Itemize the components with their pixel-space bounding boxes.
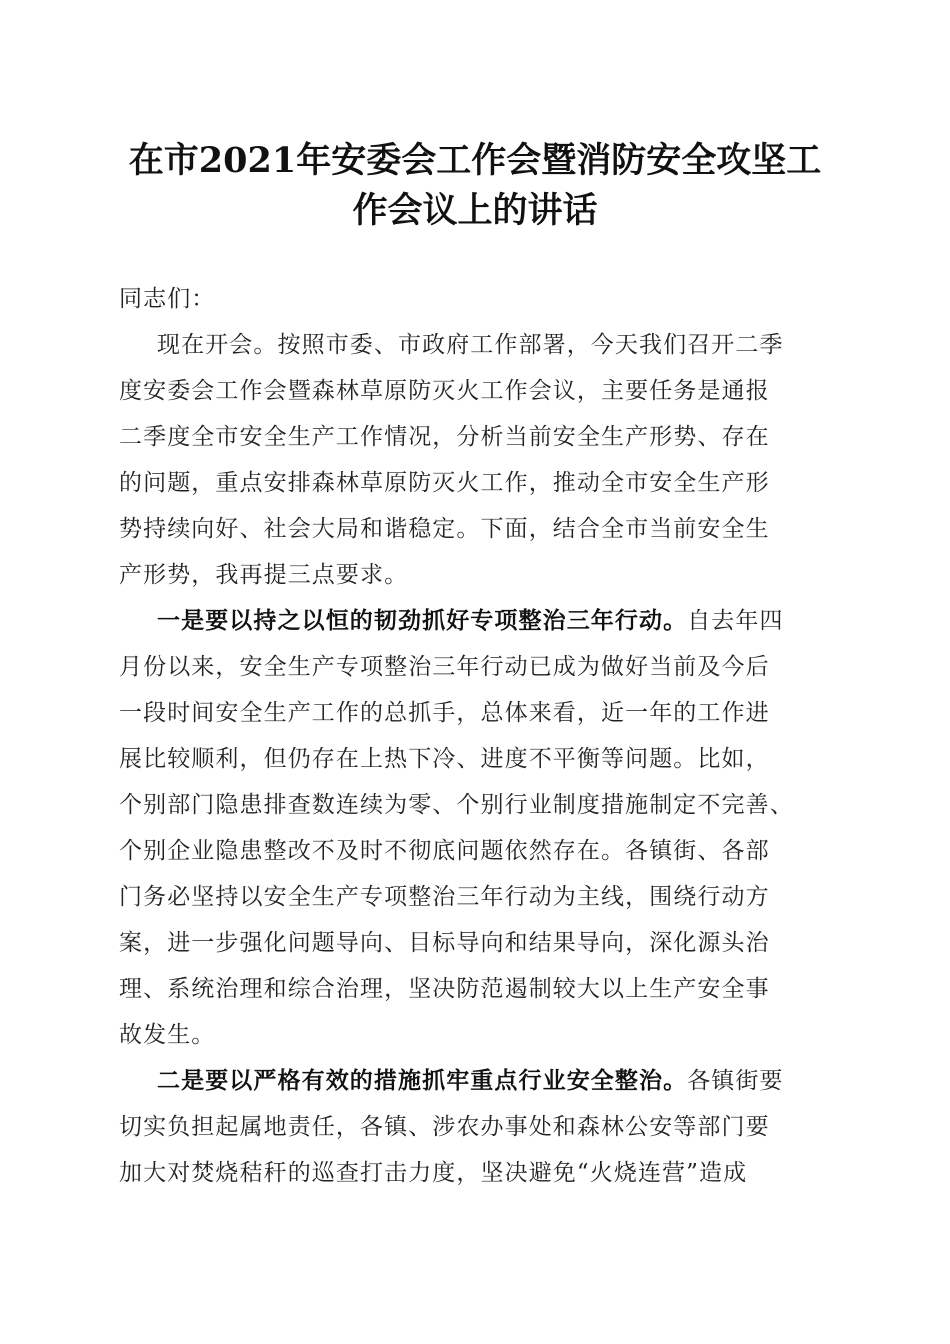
paragraph-line-rest: 各镇街要 [687, 1068, 784, 1094]
paragraph-line-rest: 自去年四 [687, 608, 784, 634]
paragraph-line: 展比较顺利，但仍存在上热下冷、进度不平衡等问题。比如， [119, 746, 770, 772]
paragraph-line: 个别企业隐患整改不及时不彻底问题依然存在。各镇街、各部 [119, 838, 770, 864]
paragraph-line: 的问题，重点安排森林草原防灭火工作，推动全市安全生产形 [119, 470, 770, 496]
paragraph-line: 个别部门隐患排查数连续为零、个别行业制度措施制定不完善、 [119, 792, 794, 818]
document-body [119, 276, 839, 1196]
paragraph-intro [119, 322, 839, 598]
paragraph-first-line [119, 1058, 839, 1104]
paragraph-line: 势持续向好、社会大局和谐稳定。下面，结合全市当前安全生 [119, 516, 770, 542]
paragraph-line: 一段时间安全生产工作的总抓手，总体来看，近一年的工作进 [119, 700, 770, 726]
paragraph-line: 理、系统治理和综合治理，坚决防范遏制较大以上生产安全事 [119, 976, 770, 1002]
section-heading-two: 二是要以严格有效的措施抓牢重点行业安全整治。 [157, 1067, 688, 1094]
paragraph-point-one [119, 598, 839, 1058]
paragraph-point-two [119, 1058, 839, 1196]
paragraph-line: 二季度全市安全生产工作情况，分析当前安全生产形势、存在 [119, 424, 770, 450]
paragraph-line: 产形势，我再提三点要求。 [119, 562, 409, 588]
page-title [100, 136, 850, 236]
paragraph-first-line [119, 598, 839, 644]
paragraph-line: 加大对焚烧秸秆的巡查打击力度，坚决避免“火烧连营”造成 [119, 1160, 748, 1186]
paragraph-line: 现在开会。按照市委、市政府工作部署，今天我们召开二季 [157, 332, 784, 358]
title-line-2: 作会议上的讲话 [352, 190, 598, 231]
salutation: 同志们： [119, 286, 216, 312]
paragraph-line: 度安委会工作会暨森林草原防灭火工作会议，主要任务是通报 [119, 378, 770, 404]
title-line-1: 在市2021年安委会工作会暨消防安全攻坚工 [128, 140, 822, 181]
section-heading-one: 一是要以持之以恒的韧劲抓好专项整治三年行动。 [157, 607, 688, 634]
paragraph-line: 月份以来，安全生产专项整治三年行动已成为做好当前及今后 [119, 654, 770, 680]
paragraph-line: 案，进一步强化问题导向、目标导向和结果导向，深化源头治 [119, 930, 770, 956]
paragraph-line: 故发生。 [119, 1022, 216, 1048]
paragraph-line: 门务必坚持以安全生产专项整治三年行动为主线，围绕行动方 [119, 884, 770, 910]
paragraph-line: 切实负担起属地责任，各镇、涉农办事处和森林公安等部门要 [119, 1114, 770, 1140]
